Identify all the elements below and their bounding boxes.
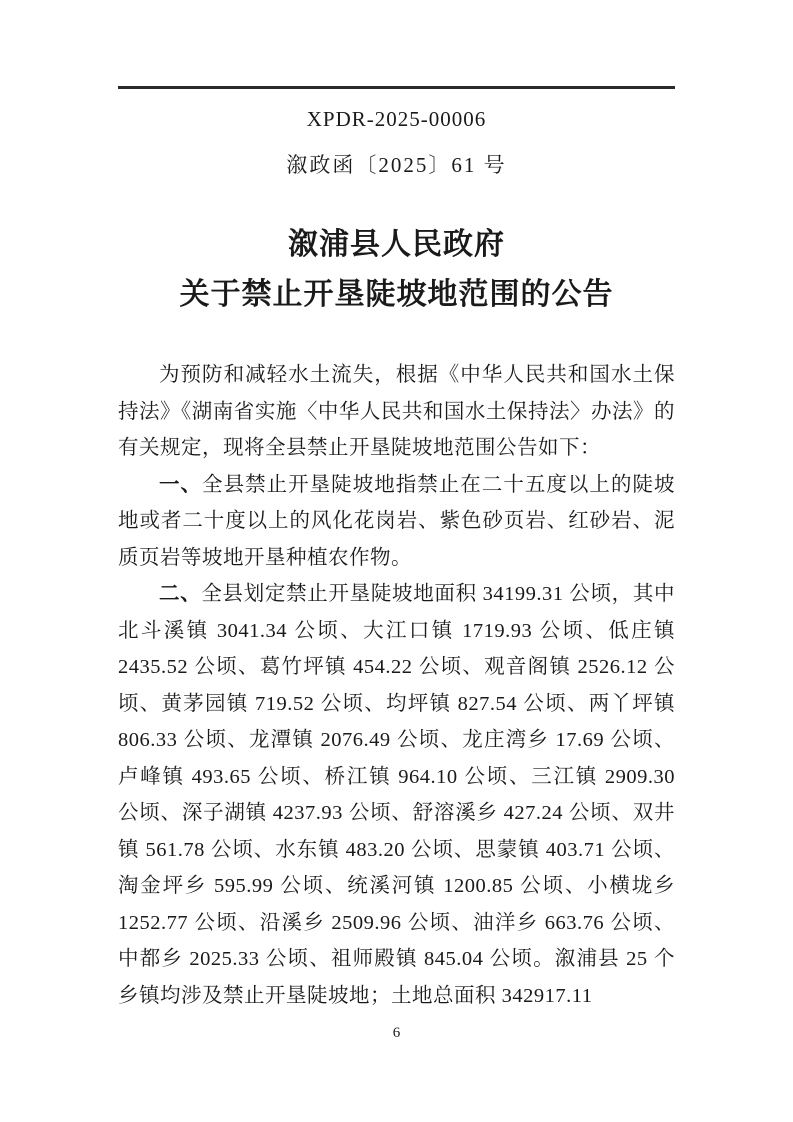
page-number: 6 bbox=[392, 1025, 401, 1041]
paragraph-item-1 bbox=[118, 467, 675, 577]
doc-title bbox=[0, 220, 793, 320]
paragraph-item-1-lead: 一、 bbox=[159, 472, 203, 496]
paragraph-intro bbox=[118, 357, 675, 467]
paragraph-item-1-text: 全县禁止开垦陡坡地指禁止在二十五度以上的陡坡地或者二十度以上的风化花岗岩、紫色砂页岩、红砂岩、泥质页岩等坡地开垦种植农作物。 bbox=[118, 473, 676, 569]
doc-title-line1: 溆浦县人民政府 bbox=[288, 228, 505, 261]
doc-title-line2: 关于禁止开垦陡坡地范围的公告 bbox=[179, 278, 614, 311]
paragraph-intro-text: 为预防和减轻水土流失，根据《中华人民共和国水土保持法》《湖南省实施〈中华人民共和国水土保持法〉办法》的有关规定，现将全县禁止开垦陡坡地范围公告如下： bbox=[118, 364, 675, 459]
doc-body bbox=[118, 357, 675, 1014]
doc-code: XPDR-2025-00006 bbox=[306, 107, 487, 131]
paragraph-item-2-lead: 二、 bbox=[159, 582, 202, 605]
doc-ref-number: 溆政函〔2025〕61 号 bbox=[286, 153, 507, 177]
paragraph-item-2 bbox=[118, 576, 675, 1014]
paragraph-item-2-text: 全县划定禁止开垦陡坡地面积 34199.31 公顷，其中北斗溪镇 3041.34 公顷、大江口镇 1719.93 公顷、低庄镇 2435.52 公顷、葛竹坪镇 454.22 公顷、观音阁镇 2526.12 公顷、黄茅园镇 719.52 公顷、均坪镇 827.54 公顷、两丫坪镇 806.33 公顷、龙潭镇 2076.49 公顷、龙庄湾乡 17.69 公顷、卢峰镇 493.65 公顷、桥江镇 964.10 公顷、三江镇 2909.30 公顷、深子湖镇 4237.93 公顷、舒溶溪乡 427.24 公顷、双井镇 561.78 公顷、水东镇 483.20 公顷、思蒙镇 403.71 公顷、淘金坪乡 595.99 公顷、统溪河镇 1200.85 公顷、小横垅乡 1252.77 公顷、沿溪乡 2509.96 公顷、油洋乡 663.76 公顷、中都乡 2025.33 公顷、祖师殿镇 845.04 公顷。溆浦县 25 个乡镇均涉及禁止开垦陡坡地；土地总面积 342917.11 bbox=[118, 583, 676, 1007]
header-rule bbox=[118, 86, 675, 89]
